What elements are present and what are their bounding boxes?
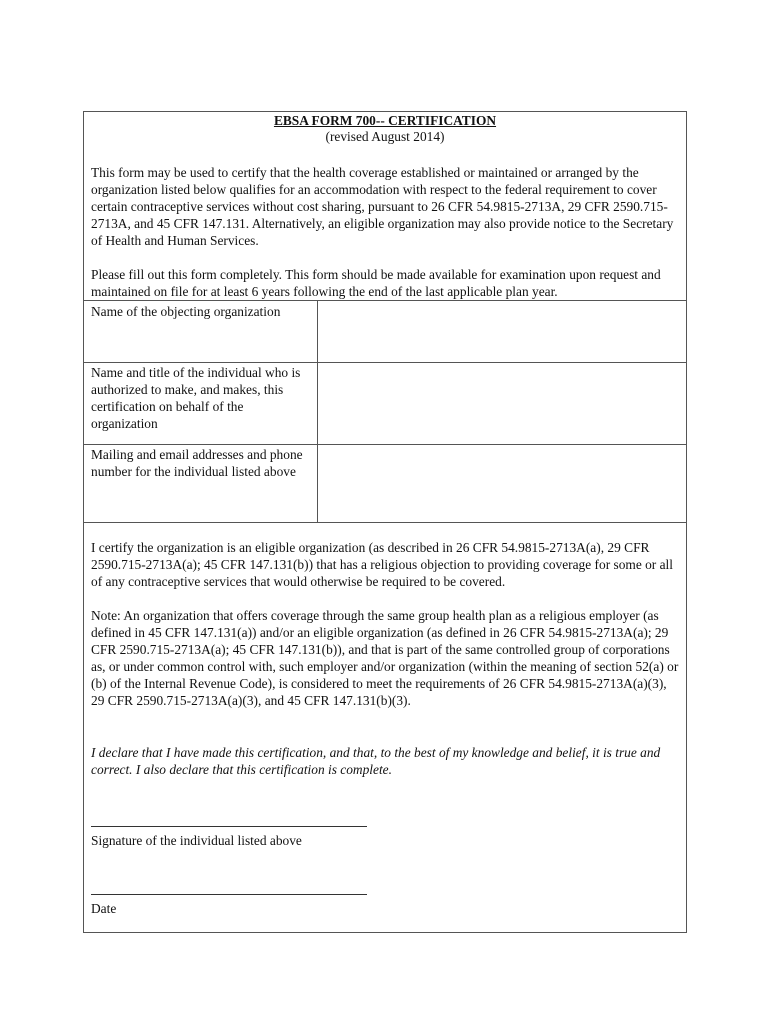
certification-form — [83, 111, 687, 933]
form-subtitle: (revised August 2014) — [325, 129, 445, 144]
table-row-divider — [84, 444, 686, 445]
signature-line[interactable] — [91, 826, 367, 827]
form-title: EBSA FORM 700-- CERTIFICATION — [273, 113, 497, 128]
authorized-individual-label: Name and title of the individual who is authorized to make, and makes, this certification on behalf of the organization — [91, 365, 301, 431]
table-bottom-border — [84, 522, 686, 523]
certification-statement: I certify the organization is an eligible organization (as described in 26 CFR 54.9815-2713A(a), 29 CFR 2590.715-2713A(a); 45 CFR 147.131(b)) that has a religious objection to providing coverage for some or all of any contraceptive services that would otherwise be required to be covered. — [91, 540, 674, 589]
table-row-divider — [84, 362, 686, 363]
organization-name-input[interactable] — [318, 302, 686, 361]
date-label: Date — [91, 901, 117, 916]
authorized-individual-input[interactable] — [318, 364, 686, 443]
contact-info-input[interactable] — [318, 446, 686, 521]
table-top-border — [84, 300, 686, 301]
intro-paragraph: This form may be used to certify that the health coverage established or maintained or arranged by the organization listed below qualifies for an accommodation with respect to the federal requirement to cover certain contraceptive services without cost sharing, pursuant to 26 CFR 54.9815-2713A, 29 CFR 2590.715-2713A, and 45 CFR 147.131. Alternatively, an eligible organization may also provide notice to the Secretary of Health and Human Services. — [91, 165, 674, 248]
signature-label: Signature of the individual listed above — [91, 833, 302, 848]
instructions-paragraph: Please fill out this form completely. This form should be made available for examination upon request and maintained on file for at least 6 years following the end of the last applicable plan year. — [91, 267, 661, 299]
organization-name-label: Name of the objecting organization — [91, 304, 281, 319]
date-line[interactable] — [91, 894, 367, 895]
certification-note: Note: An organization that offers coverage through the same group health plan as a religious employer (as defined in 45 CFR 147.131(a)) and/or an eligible organization (as defined in 26 CFR 54.9815-2713A(a); 29 CFR 2590.715-2713A(a); 45 CFR 147.131(b)), and that is part of the same controlled group of corporations as, or under common control with, such employer and/or organization (within the meaning of section 52(a) or (b) of the Internal Revenue Code), is considered to meet the requirements of 26 CFR 54.9815-2713A(a)(3), 29 CFR 2590.715-2713A(a)(3), and 45 CFR 147.131(b)(3). — [91, 608, 679, 708]
declaration-statement: I declare that I have made this certification, and that, to the best of my knowledge and belief, it is true and correct. I also declare that this certification is complete. — [91, 745, 661, 777]
contact-info-label: Mailing and email addresses and phone number for the individual listed above — [91, 447, 303, 479]
